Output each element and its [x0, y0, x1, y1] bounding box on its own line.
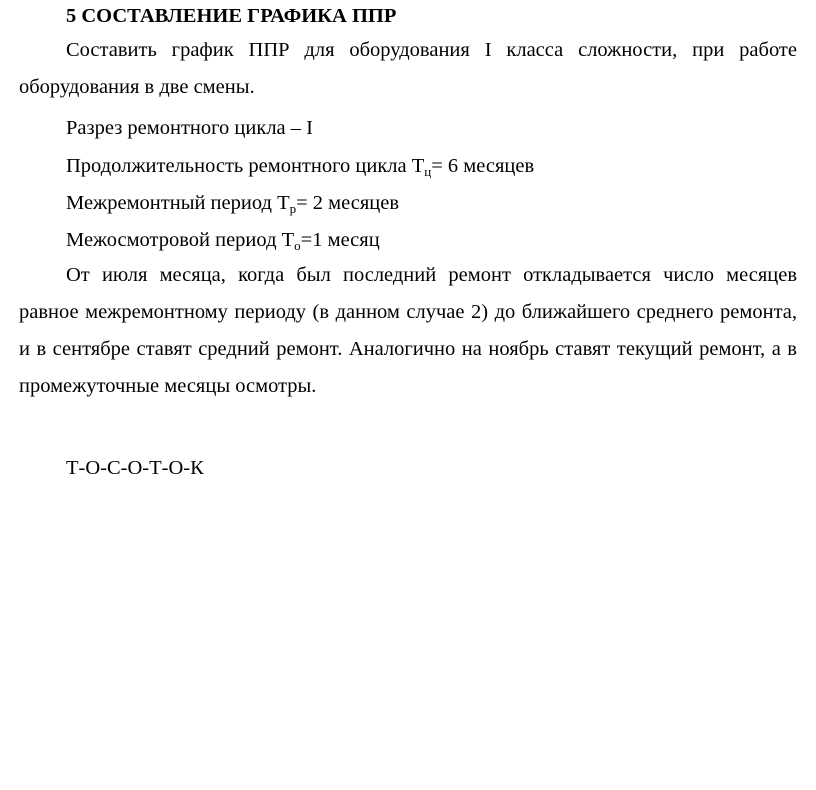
repair-period-line	[66, 191, 399, 215]
cycle-structure-line	[66, 116, 313, 140]
cycle-duration-subscript: ц	[424, 164, 432, 179]
cycle-duration-value: = 6 месяцев	[431, 155, 535, 177]
intro-paragraph: Составить график ППР для оборудования I класса сложности, при работе оборудования в две смены.	[19, 39, 797, 98]
section-heading: 5 СОСТАВЛЕНИЕ ГРАФИКА ППР	[66, 5, 397, 27]
repair-period-subscript: р	[289, 201, 297, 216]
cycle-duration-line	[66, 154, 534, 178]
explanation-paragraph: От июля месяца, когда был последний ремонт откладывается число месяцев равное межремонтному периоду (в данном случае 2) до ближайшего среднего ремонта, и в сентябре ставят средний ремонт. Аналогично на ноябрь ставят текущий ремонт, а в промежуточные месяцы осмотры.	[19, 264, 797, 397]
inspection-period-label: Межосмотровой период Т	[66, 229, 295, 251]
inspection-period-line	[66, 228, 380, 252]
cycle-duration-label: Продолжительность ремонтного цикла Т	[66, 155, 425, 177]
inspection-period-value: =1 месяц	[300, 229, 380, 251]
repair-period-label: Межремонтный период Т	[66, 192, 290, 214]
inspection-period-subscript: о	[294, 238, 301, 253]
schedule-sequence: Т-О-С-О-Т-О-К	[66, 457, 204, 479]
repair-period-value: = 2 месяцев	[296, 192, 400, 214]
cycle-structure-text: Разрез ремонтного цикла – I	[66, 117, 313, 139]
